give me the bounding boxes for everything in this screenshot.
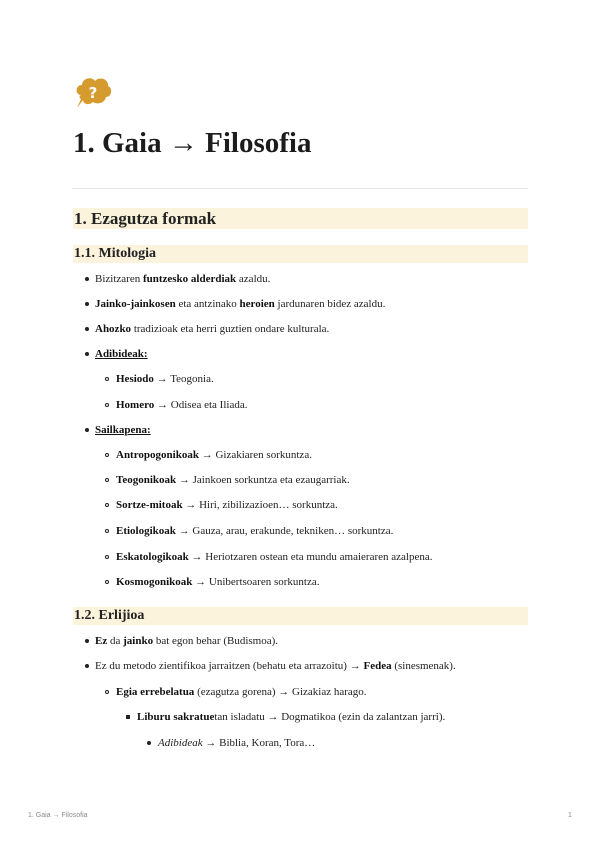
list-item: Ez da jainko bat egon behar (Budismoa).: [95, 635, 279, 647]
list-item: Bizitzaren funtzesko alderdiak azaldu.: [95, 273, 271, 285]
bullet-circle: [105, 453, 109, 457]
bullet-disc: [85, 428, 89, 432]
list-item: Antropogonikoak → Gizakiaren sorkuntza.: [116, 449, 312, 461]
bullet-disc: [85, 302, 89, 306]
list-item-adibideak: Adibideak:: [95, 348, 148, 360]
bullet-circle: [105, 403, 109, 407]
footer-title: 1. Gaia → Filosofia: [28, 812, 88, 819]
list-item: Adibideak → Biblia, Koran, Tora…: [158, 737, 316, 749]
bullet-disc: [85, 327, 89, 331]
bullet-circle: [105, 529, 109, 533]
bullet-circle: [105, 555, 109, 559]
list-item: Eskatologikoak → Heriotzaren ostean eta mundu amaieraren azalpena.: [116, 551, 433, 563]
list-item: Egia errebelatua (ezagutza gorena) → Gizakiaz harago.: [116, 686, 367, 698]
bullet-circle: [105, 580, 109, 584]
list-item: Hesiodo → Teogonia.: [116, 373, 214, 385]
list-item-sailkapena: Sailkapena:: [95, 424, 151, 436]
bullet-disc: [85, 352, 89, 356]
title-divider: [73, 188, 528, 189]
list-item: Teogonikoak → Jainkoen sorkuntza eta ezaugarriak.: [116, 474, 350, 486]
question-bubble-icon: [73, 75, 113, 113]
bullet-circle: [105, 377, 109, 381]
bullet-disc: [85, 277, 89, 281]
list-item: Ez du metodo zientifikoa jarraitzen (behatu eta arrazoitu) → Fedea (sinesmenak).: [95, 660, 456, 672]
heading-mitologia: 1.1. Mitologia: [73, 245, 528, 263]
list-item: Kosmogonikoak → Unibertsoaren sorkuntza.: [116, 576, 320, 588]
bullet-circle: [105, 478, 109, 482]
page-title: 1. Gaia → Filosofia: [73, 127, 312, 159]
bullet-disc: [147, 741, 151, 745]
bullet-circle: [105, 690, 109, 694]
bullet-square: [126, 715, 130, 719]
svg-text:?: ?: [88, 84, 98, 102]
footer-page-number: 1: [568, 812, 572, 819]
list-item: Etiologikoak → Gauza, arau, erakunde, tekniken… sorkuntza.: [116, 525, 394, 537]
list-item: Liburu sakratuetan isladatu → Dogmatikoa (ezin da zalantzan jarri).: [137, 711, 446, 723]
heading-erlijioa: 1.2. Erlijioa: [73, 607, 528, 625]
list-item: Ahozko tradizioak eta herri guztien ondare kulturala.: [95, 323, 330, 335]
bullet-disc: [85, 639, 89, 643]
list-item: Homero → Odisea eta Iliada.: [116, 399, 248, 411]
list-item: Jainko-jainkosen eta antzinako heroien jardunaren bidez azaldu.: [95, 298, 386, 310]
bullet-disc: [85, 664, 89, 668]
bullet-circle: [105, 503, 109, 507]
list-item: Sortze-mitoak → Hiri, zibilizazioen… sorkuntza.: [116, 499, 338, 511]
heading-ezagutza-formak: 1. Ezagutza formak: [73, 208, 528, 229]
